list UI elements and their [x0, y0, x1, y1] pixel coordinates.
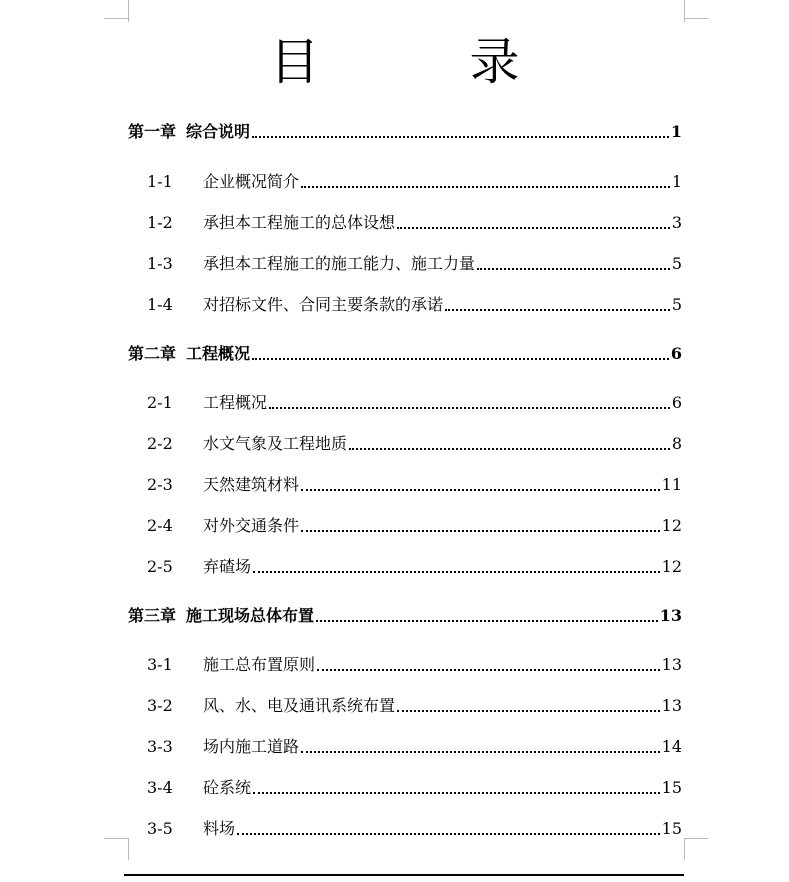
toc-entry-label: 综合说明: [186, 122, 251, 141]
toc-section-entry[interactable]: [128, 209, 682, 233]
crop-mark: [104, 838, 128, 839]
toc-page-number: 8: [671, 434, 682, 453]
toc-section-entry[interactable]: [128, 168, 682, 192]
toc-section-entry[interactable]: [128, 471, 682, 495]
toc-entry-number: 3-3: [147, 737, 173, 756]
toc-section-entry[interactable]: [128, 389, 682, 413]
toc-entry-number: 3-2: [147, 696, 173, 715]
toc-entry-number: 第一章: [128, 122, 177, 141]
toc-section-entry[interactable]: [128, 553, 682, 577]
crop-mark: [104, 18, 128, 19]
toc-page-number: 12: [661, 557, 682, 576]
toc-entry-number: 1-1: [147, 172, 173, 191]
toc-entry-label: 承担本工程施工的总体设想: [203, 213, 396, 232]
toc-entry-label: 场内施工道路: [203, 737, 300, 756]
page-title: 目 录: [269, 33, 570, 91]
toc-dot-leader: [301, 751, 660, 753]
toc-page-number: 11: [661, 475, 682, 494]
toc-dot-leader: [397, 227, 670, 229]
toc-section-entry[interactable]: [128, 651, 682, 675]
toc-page-number: 13: [661, 655, 682, 674]
toc-page-number: 15: [661, 778, 682, 797]
toc-entry-number: 3-1: [147, 655, 173, 674]
toc-entry-number: 3-4: [147, 778, 173, 797]
toc-entry-number: 2-5: [147, 557, 173, 576]
crop-mark: [128, 0, 129, 22]
toc-entry-number: 2-2: [147, 434, 173, 453]
toc-page-number: 3: [671, 213, 682, 232]
toc-entry-label: 对招标文件、合同主要条款的承诺: [203, 295, 444, 314]
toc-entry-label: 工程概况: [186, 344, 251, 363]
toc-page-number: 5: [671, 254, 682, 273]
toc-dot-leader: [349, 448, 670, 450]
toc-section-entry[interactable]: [128, 692, 682, 716]
toc-section-entry[interactable]: [128, 815, 682, 839]
toc-entry-number: 1-4: [147, 295, 173, 314]
toc-entry-label: 天然建筑材料: [203, 475, 300, 494]
toc-entry-label: 施工现场总体布置: [186, 606, 315, 625]
toc-page-number: 1: [671, 172, 682, 191]
toc-dot-leader: [301, 186, 670, 188]
toc-entry-number: 2-1: [147, 393, 173, 412]
toc-entry-label: 砼系统: [203, 778, 252, 797]
toc-entry-label: 承担本工程施工的施工能力、施工力量: [203, 254, 476, 273]
toc-page-number: 13: [661, 696, 682, 715]
crop-mark: [128, 838, 129, 860]
toc-entry-label: 风、水、电及通讯系统布置: [203, 696, 396, 715]
toc-entry-label: 企业概况简介: [203, 172, 300, 191]
toc-dot-leader: [237, 833, 660, 835]
toc-entry-number: 1-3: [147, 254, 173, 273]
toc-page-number: 12: [661, 516, 682, 535]
toc-entry-number: 3-5: [147, 819, 173, 838]
toc-entry-number: 第二章: [128, 344, 177, 363]
toc-section-entry[interactable]: [128, 774, 682, 798]
toc-dot-leader: [253, 792, 660, 794]
toc-dot-leader: [269, 407, 670, 409]
toc-section-entry[interactable]: [128, 430, 682, 454]
toc-page-number: 14: [661, 737, 682, 756]
crop-mark: [684, 838, 708, 839]
toc-page-number: 13: [659, 606, 682, 625]
toc-chapter-entry[interactable]: [128, 118, 682, 142]
toc-dot-leader: [301, 530, 660, 532]
page-bottom-rule: [124, 874, 684, 876]
toc-dot-leader: [397, 710, 660, 712]
toc-entry-label: 工程概况: [203, 393, 268, 412]
toc-section-entry[interactable]: [128, 250, 682, 274]
toc-dot-leader: [477, 268, 670, 270]
toc-entry-number: 1-2: [147, 213, 173, 232]
toc-section-entry[interactable]: [128, 291, 682, 315]
toc-dot-leader: [252, 136, 669, 138]
toc-entry-label: 施工总布置原则: [203, 655, 316, 674]
toc-entry-label: 对外交通条件: [203, 516, 300, 535]
crop-mark: [684, 838, 685, 860]
toc-entry-number: 2-4: [147, 516, 173, 535]
toc-page-number: 15: [661, 819, 682, 838]
toc-dot-leader: [301, 489, 660, 491]
toc-section-entry[interactable]: [128, 512, 682, 536]
crop-mark: [684, 0, 685, 22]
toc-dot-leader: [252, 358, 669, 360]
crop-mark: [684, 18, 708, 19]
toc-entry-label: 水文气象及工程地质: [203, 434, 348, 453]
toc-entry-label: 弃碴场: [203, 557, 252, 576]
toc-section-entry[interactable]: [128, 733, 682, 757]
toc-dot-leader: [316, 620, 658, 622]
toc-page-number: 5: [671, 295, 682, 314]
toc-dot-leader: [317, 669, 660, 671]
toc-entry-label: 料场: [203, 819, 236, 838]
toc-page-number: 1: [670, 122, 682, 141]
toc-chapter-entry[interactable]: [128, 340, 682, 364]
toc-page-number: 6: [671, 393, 682, 412]
toc-chapter-entry[interactable]: [128, 602, 682, 626]
toc-dot-leader: [445, 309, 670, 311]
toc-page-number: 6: [670, 344, 682, 363]
toc-entry-number: 第三章: [128, 606, 177, 625]
toc-entry-number: 2-3: [147, 475, 173, 494]
toc-dot-leader: [253, 571, 660, 573]
